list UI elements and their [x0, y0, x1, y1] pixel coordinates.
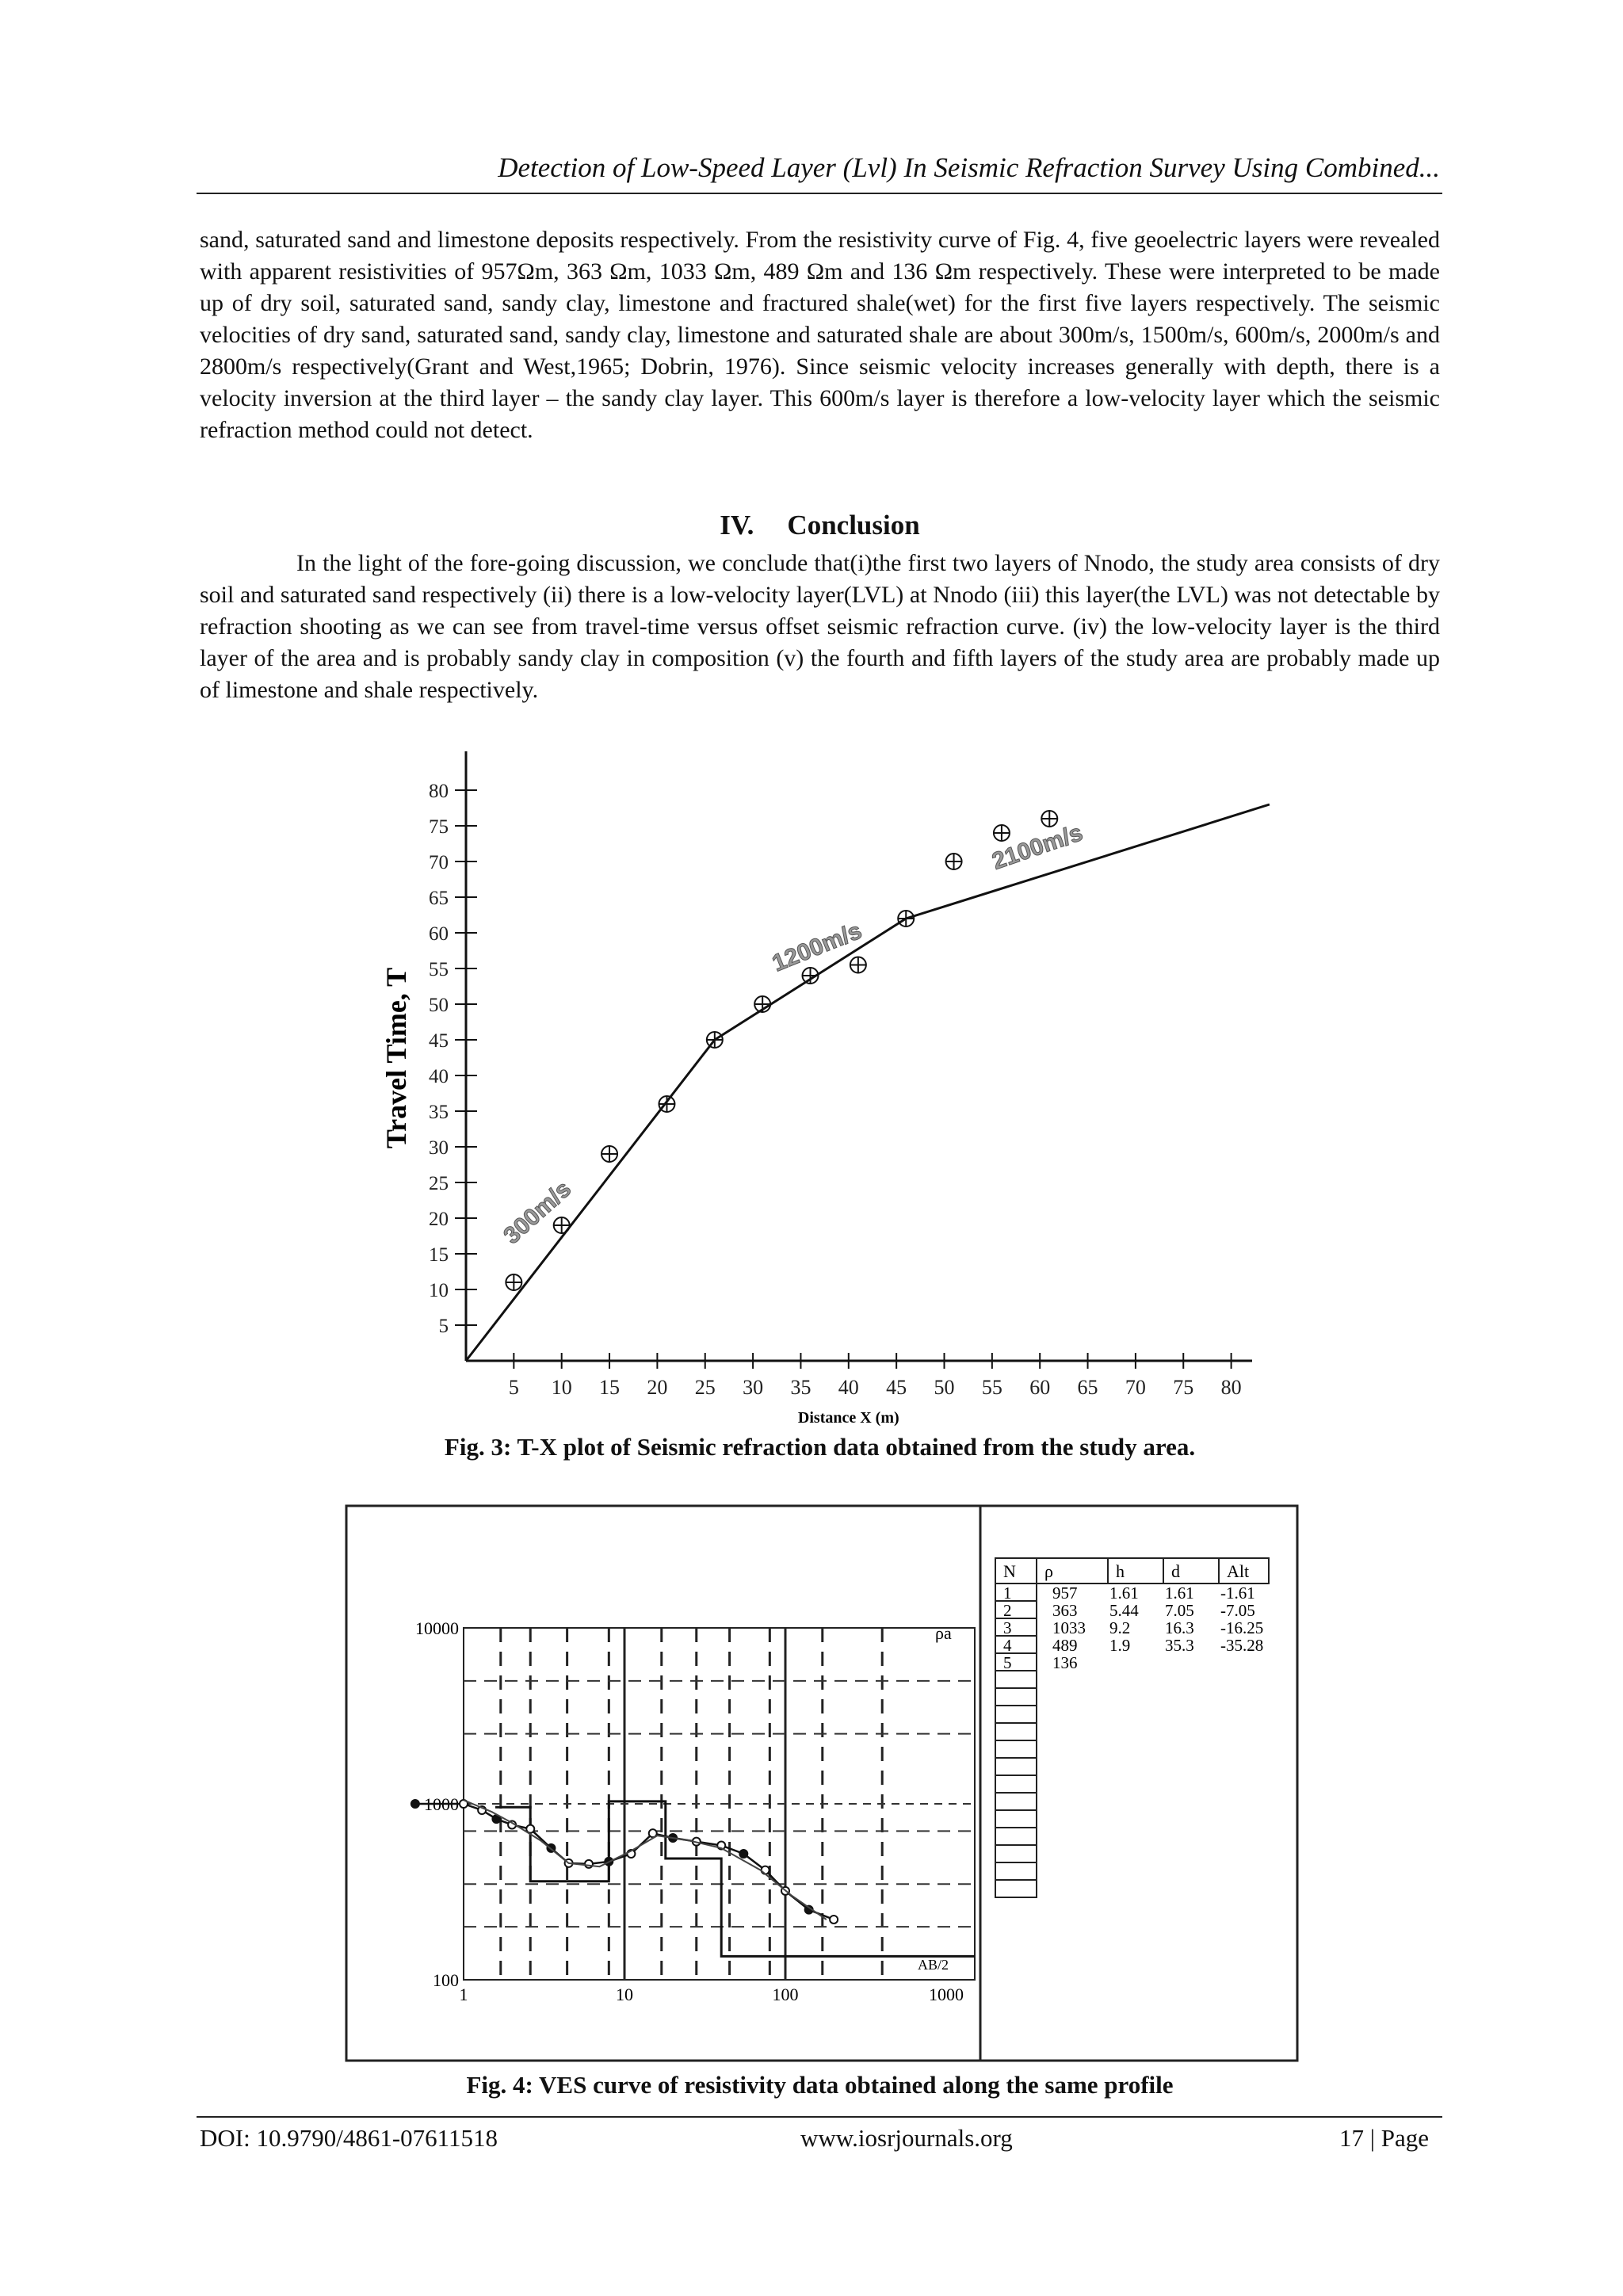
table-cell: 489 — [1052, 1636, 1078, 1655]
table-row-box — [995, 1584, 1037, 1601]
table-cell: 363 — [1052, 1601, 1078, 1620]
table-header-cell: N — [1003, 1561, 1016, 1581]
y-tick-label: 65 — [429, 888, 449, 909]
table-cell: 35.3 — [1165, 1636, 1194, 1655]
y-tick-label: 5 — [438, 1316, 449, 1337]
table-cell: 1.9 — [1109, 1636, 1131, 1655]
table-cell: 2 — [1003, 1601, 1012, 1620]
table-cell: -1.61 — [1220, 1584, 1255, 1603]
table-cell: -16.25 — [1220, 1618, 1264, 1637]
table-cell: 7.05 — [1165, 1601, 1194, 1620]
model-curve — [464, 1800, 827, 1920]
table-header-cell: d — [1171, 1561, 1180, 1581]
footer-page: 17 | Page — [1339, 2124, 1429, 2152]
fig4-caption: Fig. 4: VES curve of resistivity data obtained along the same profile — [466, 2071, 1174, 2099]
table-row-box — [995, 1793, 1037, 1810]
x-tick-label: 50 — [934, 1376, 955, 1399]
x-tick-label: 5 — [508, 1376, 519, 1399]
table-row-box — [995, 1636, 1037, 1653]
x-tick-label: 30 — [743, 1376, 764, 1399]
table-cell: 5.44 — [1109, 1601, 1139, 1620]
field-point — [762, 1866, 769, 1874]
table-row-box — [995, 1601, 1037, 1618]
y-tick-label: 55 — [429, 959, 449, 980]
x-tick-label: 20 — [647, 1376, 668, 1399]
y-tick-label: 20 — [429, 1209, 449, 1230]
x-tick-label: 75 — [1173, 1376, 1194, 1399]
x-tick-label: 55 — [981, 1376, 1002, 1399]
table-header-cell: Alt — [1227, 1561, 1250, 1581]
table-cell: 3 — [1003, 1618, 1012, 1637]
field-point — [830, 1916, 838, 1924]
table-row-box — [995, 1862, 1037, 1880]
table-row-box — [995, 1775, 1037, 1793]
paragraph-conclusion: In the light of the fore-going discussion, we conclude that(i)the first two layers of Nnodo, the study area consists of dry soil and saturated sand respectively (ii) there is a low-velocity layer(LVL) at Nnodo (iii) this layer(the LVL) was not detectable by refraction shooting as we can see from travel-time versus offset seismic refraction curve. (iv) the low-velocity layer is the third layer of the area and is probably sandy clay in composition (v) the fourth and fifth layers of the study area are probably made up of limestone and shale respectively. — [200, 550, 1440, 703]
x-tick-label: 45 — [886, 1376, 907, 1399]
footer-doi: DOI: 10.9790/4861-07611518 — [200, 2124, 498, 2152]
section-number: IV. — [720, 510, 754, 541]
table-cell: 16.3 — [1165, 1618, 1194, 1637]
x-tick-label: 15 — [599, 1376, 621, 1399]
x-tick-label: 10 — [616, 1985, 633, 2004]
table-cell: 5 — [1003, 1653, 1012, 1672]
x-tick-label: 65 — [1077, 1376, 1098, 1399]
y-tick-label: 40 — [429, 1066, 449, 1087]
table-header-cell: ρ — [1044, 1561, 1053, 1581]
y-tick-label: 10 — [429, 1280, 449, 1301]
y-tick-label: 100 — [433, 1970, 459, 1990]
velocity-label: 1200m/s — [768, 917, 866, 977]
x-tick-label: 80 — [1220, 1376, 1242, 1399]
table-row-box — [995, 1828, 1037, 1845]
table-cell: 1.61 — [1109, 1584, 1139, 1603]
field-point — [585, 1860, 593, 1868]
table-cell: 1033 — [1052, 1618, 1086, 1637]
footer-rule — [197, 2116, 1442, 2118]
x-tick-label: 40 — [838, 1376, 859, 1399]
y-tick-label: 60 — [429, 923, 449, 945]
table-row-box — [995, 1688, 1037, 1706]
table-row-box — [995, 1653, 1037, 1671]
field-point — [411, 1800, 419, 1808]
y-tick-label: 1000 — [424, 1794, 459, 1814]
y-tick-label: 80 — [429, 781, 449, 802]
x-tick-label: 10 — [551, 1376, 572, 1399]
table-cell: -35.28 — [1220, 1636, 1264, 1655]
y-tick-label: 25 — [429, 1173, 449, 1194]
table-cell: 9.2 — [1109, 1618, 1131, 1637]
y-tick-label: 45 — [429, 1030, 449, 1052]
table-row-box — [995, 1845, 1037, 1862]
table-row-box — [995, 1880, 1037, 1897]
y-tick-label: 75 — [429, 816, 449, 838]
x-tick-label: 1000 — [929, 1985, 964, 2004]
velocity-label: 300m/s — [498, 1175, 577, 1250]
field-point — [739, 1850, 747, 1858]
fig3-caption: Fig. 3: T-X plot of Seismic refraction data obtained from the study area. — [444, 1433, 1196, 1461]
table-row-box — [995, 1740, 1037, 1758]
table-cell: 1.61 — [1165, 1584, 1194, 1603]
running-header: Detection of Low-Speed Layer (Lvl) In Seismic Refraction Survey Using Combined... — [498, 152, 1440, 183]
table-row-box — [995, 1671, 1037, 1688]
x-axis-label: Distance X (m) — [797, 1409, 899, 1427]
y-tick-label: 50 — [429, 995, 449, 1016]
table-cell: -7.05 — [1220, 1601, 1255, 1620]
table-row-box — [995, 1618, 1037, 1636]
x-axis-label: AB/2 — [918, 1957, 949, 1973]
x-tick-label: 1 — [459, 1985, 468, 2004]
y-axis-label: ρa — [935, 1623, 952, 1643]
x-tick-label: 100 — [772, 1985, 799, 2004]
section-title: Conclusion — [787, 510, 920, 541]
paragraph-results: sand, saturated sand and limestone deposits respectively. From the resistivity curve of Fig. 4, five geoelectric layers were revealed with apparent resistivities of 957Ωm, 363 Ωm, 1033 Ωm, 489 Ωm and 136 Ωm respectively. These were interpreted to be made up of dry soil, saturated sand, sandy clay, limestone and fractured shale(wet) for the first five layers respectively. The seismic velocities of dry sand, saturated sand, sandy clay, limestone and saturated shale are about 300m/s, 1500m/s, 600m/s, 2000m/s and 2800m/s respectively(Grant and West,1965; Dobrin, 1976). Since seismic velocity increases generally with depth, there is a velocity inversion at the third layer – the sandy clay layer. This 600m/s layer is therefore a low-velocity layer which the seismic refraction method could not detect. — [200, 227, 1440, 443]
y-tick-label: 15 — [429, 1244, 449, 1266]
y-tick-label: 70 — [429, 852, 449, 873]
x-tick-label: 35 — [790, 1376, 812, 1399]
table-cell: 1 — [1003, 1584, 1012, 1603]
velocity-label: 2100m/s — [988, 819, 1086, 875]
table-cell: 136 — [1052, 1653, 1078, 1672]
table-header-cell: h — [1116, 1561, 1125, 1581]
y-tick-label: 35 — [429, 1102, 449, 1123]
table-cell: 957 — [1052, 1584, 1078, 1603]
table-row-box — [995, 1723, 1037, 1740]
table-row-box — [995, 1810, 1037, 1828]
footer-website[interactable]: www.iosrjournals.org — [800, 2124, 1013, 2152]
y-axis-label: Travel Time, T — [380, 967, 412, 1149]
x-tick-label: 25 — [694, 1376, 716, 1399]
table-row-box — [995, 1758, 1037, 1775]
x-tick-label: 60 — [1029, 1376, 1051, 1399]
x-tick-label: 70 — [1125, 1376, 1146, 1399]
y-tick-label: 30 — [429, 1137, 449, 1159]
table-cell: 4 — [1003, 1636, 1012, 1655]
y-tick-label: 10000 — [415, 1618, 459, 1638]
table-row-box — [995, 1706, 1037, 1723]
